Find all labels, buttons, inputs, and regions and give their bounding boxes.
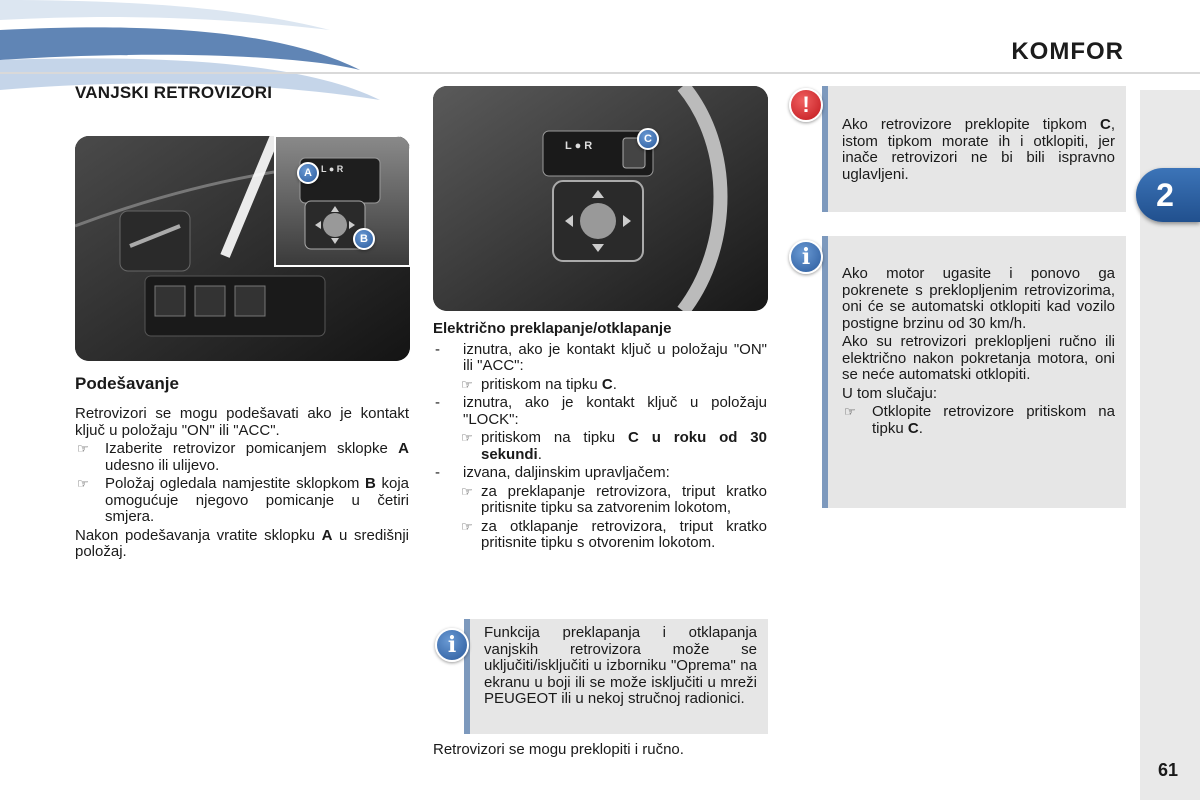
item-text: iznutra, ako je kontakt ključ u položaju "LOCK":: [463, 394, 767, 428]
fold-heading: Električno preklapanje/otklapanje: [433, 320, 672, 337]
info-icon: i: [789, 240, 823, 274]
item-text: pritiskom na tipku: [481, 375, 602, 393]
door-switch-photo: [75, 136, 410, 361]
hand-pointer-icon: ☞: [844, 404, 856, 419]
info-text: [842, 266, 1115, 439]
left-body: [75, 406, 409, 561]
hand-pointer-icon: ☞: [77, 441, 89, 456]
item-text: za otklapanje retrovizora, triput kratko pritisnite tipku s otvorenim lokotom.: [481, 517, 767, 551]
item-text: izvana, daljinskim upravljačem:: [463, 464, 670, 481]
switch-lr-label: L ● R: [565, 140, 593, 152]
warning-text-part: , istom tipkom morate ih i otklopiti, jer inače retrovizori ne bi bili ispravno uglavljeni.: [842, 116, 1115, 183]
item-text: pritiskom na tipku: [481, 429, 628, 446]
info-bar: [822, 236, 828, 508]
bullet-text: Izaberite retrovizor pomicanjem sklopke: [105, 440, 399, 457]
subsection-heading: Podešavanje: [75, 374, 179, 393]
info-box-middle: [464, 619, 768, 734]
hand-pointer-icon: ☞: [461, 518, 473, 534]
intro-paragraph: Retrovizori se mogu podešavati ako je kontakt ključ u položaju "ON" ili "ACC".: [75, 405, 409, 439]
section-heading: VANJSKI RETROVIZORI: [75, 83, 273, 102]
list-item: [842, 404, 1115, 437]
hand-pointer-icon: ☞: [461, 430, 473, 445]
key-label: C: [601, 375, 613, 393]
warning-text-part: Ako retrovizore preklopite tipkom: [842, 116, 1100, 133]
bullet-text: Položaj ogledala namjestite sklopkom: [105, 475, 366, 492]
key-label: A: [321, 526, 333, 544]
item-text: .: [537, 445, 542, 463]
bullet-text: koja omogućuje njegovo pomicanje u četiri smjera.: [105, 475, 409, 525]
dash-marker: -: [435, 340, 440, 358]
info-paragraph: Ako motor ugasite i ponovo ga pokrenete s preklopljenim retrovizorima, oni će se automatski otklopiti kad vozilo postigne brzinu od 30 km/h.: [842, 265, 1115, 332]
warning-box: [822, 86, 1126, 212]
label-b-marker: B: [353, 228, 375, 250]
item-text: .: [612, 375, 617, 393]
key-label: C: [1099, 116, 1111, 133]
key-label: C u roku od 30 sekundi: [481, 429, 767, 463]
switch-lr-label: L ● R: [321, 164, 344, 174]
list-item: [433, 377, 767, 394]
hand-pointer-icon: ☞: [461, 376, 473, 392]
bullet-text: Otklopite retrovizore pritiskom na tipku: [872, 403, 1115, 437]
list-item: [433, 430, 767, 463]
item-text: iznutra, ako je kontakt ključ u položaju "ON" ili "ACC":: [463, 340, 767, 374]
chapter-tab[interactable]: 2: [1136, 168, 1200, 222]
list-item: [433, 395, 767, 428]
list-item: [433, 465, 767, 482]
outro-paragraph: [75, 528, 409, 561]
key-label: C: [907, 419, 919, 437]
dash-marker: -: [435, 394, 440, 411]
key-label: A: [398, 440, 409, 457]
manual-fold-note: Retrovizori se mogu preklopiti i ručno.: [433, 741, 684, 758]
list-item: [433, 484, 767, 517]
list-item: [75, 441, 409, 474]
hand-pointer-icon: ☞: [461, 483, 473, 499]
dash-marker: -: [435, 464, 440, 481]
info-paragraph: U tom slučaju:: [842, 384, 938, 402]
list-item: [75, 476, 409, 526]
info-icon: i: [435, 628, 469, 662]
middle-body: [433, 321, 767, 554]
hand-pointer-icon: ☞: [77, 476, 89, 491]
label-c-marker: C: [637, 128, 659, 150]
section-title: KOMFOR: [1011, 38, 1124, 65]
outro-text: u središnji položaj.: [75, 526, 409, 560]
page-number: 61: [1158, 760, 1179, 780]
list-item: [433, 519, 767, 552]
label-a-marker: A: [297, 162, 319, 184]
outro-text: Nakon podešavanja vratite sklopku: [75, 526, 322, 544]
info-text: Funkcija preklapanja i otklapanja vanjskih retrovizora može se uključiti/isključiti u izborniku "Oprema" na ekranu u boji ili se može isključiti u mreži PEUGEOT ili u nekoj stručnoj radionici.: [484, 624, 757, 707]
bullet-text: .: [918, 419, 923, 437]
info-paragraph: Ako su retrovizori preklopljeni ručno ili električno nakon pokretanja motora, oni se neće automatski otklopiti.: [842, 333, 1115, 383]
bullet-text: udesno ili ulijevo.: [105, 456, 220, 474]
key-label: B: [365, 475, 376, 492]
header-rule: [0, 72, 1200, 74]
info-box-right: [822, 236, 1126, 508]
fold-switch-photo: [433, 86, 768, 311]
warning-text: [842, 117, 1115, 183]
list-item: [433, 342, 767, 375]
exclamation-icon: !: [789, 88, 823, 122]
item-text: za preklapanje retrovizora, triput kratko pritisnite tipku sa zatvorenim lokotom,: [481, 482, 767, 516]
